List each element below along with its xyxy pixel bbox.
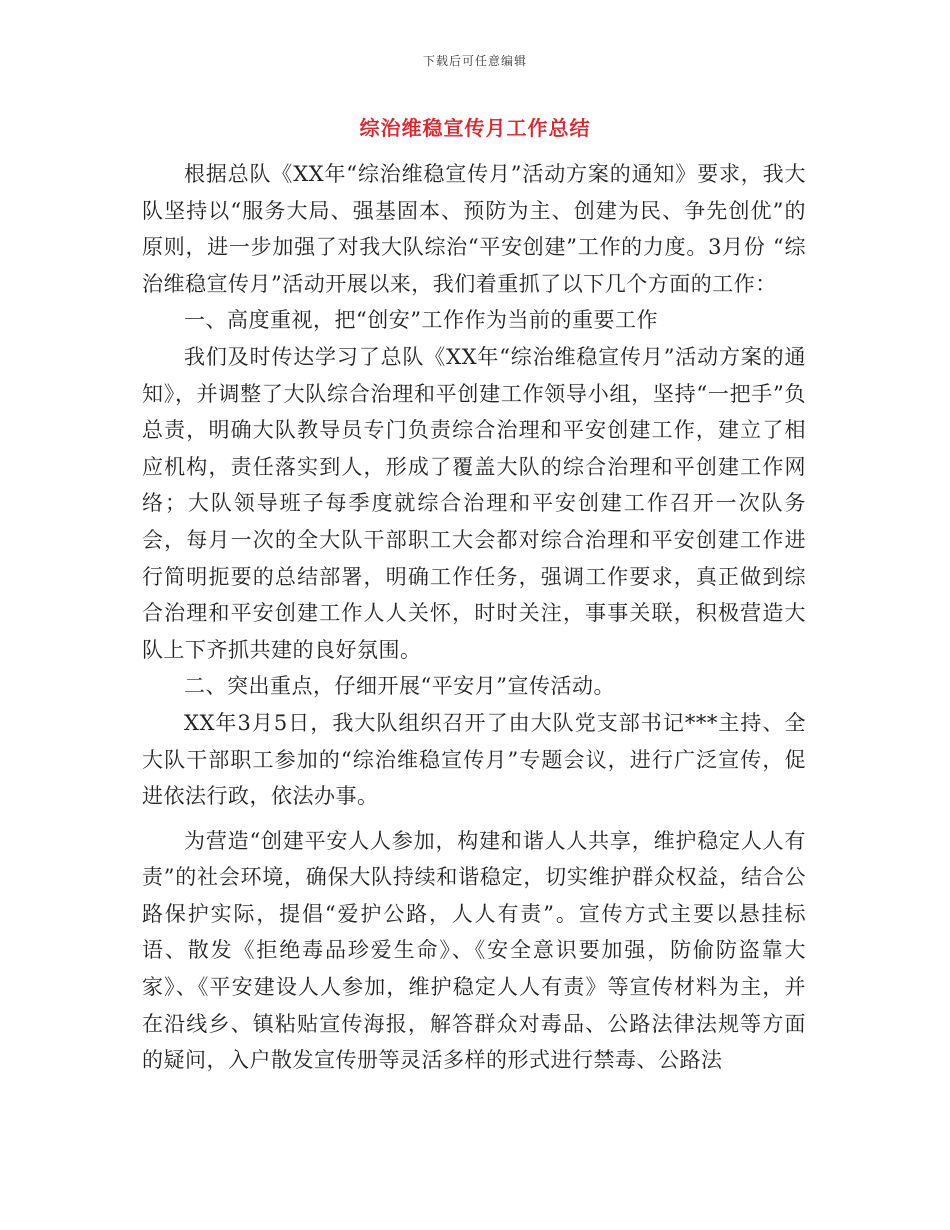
paragraph-intro: 根据总队《XX年“综治维稳宣传月”活动方案的通知》要求，我大队坚持以“服务大局、强基固本、预防为主、创建为民、争先创优”的原则，进一步加强了对我大队综治“平安创建”工作的力度。3月份 “综治维稳宣传月”活动开展以来，我们着重抓了以下几个方面的工作： (142, 162, 806, 296)
document-body (142, 156, 806, 1079)
section-heading-1: 一、高度重视，把“创安”工作作为当前的重要工作 (184, 308, 658, 333)
header-note: 下载后可任意编辑 (422, 54, 527, 68)
section-heading-2: 二、突出重点，仔细开展“平安月”宣传活动。 (184, 674, 615, 699)
paragraph-meeting: XX年3月5日，我大队组织召开了由大队党支部书记***主持、全大队干部职工参加的“综治维稳宣传月”专题会议，进行广泛宣传，促进依法行政，依法办事。 (142, 710, 806, 809)
paragraph-section-1: 我们及时传达学习了总队《XX年“综治维稳宣传月”活动方案的通知》，并调整了大队综合治理和平创建工作领导小组，坚持“一把手”负总责，明确大队教导员专门负责综合治理和平安创建工作，建立了相应机构，责任落实到人，形成了覆盖大队的综合治理和平创建工作网络；大队领导班子每季度就综合治理和平安创建工作召开一次队务会，每月一次的全大队干部职工大会都对综合治理和平安创建工作进行简明扼要的总结部署，明确工作任务，强调工作要求，真正做到综合治理和平安创建工作人人关怀，时时关注，事事关联，积极营造大队上下齐抓共建的良好氛围。 (142, 344, 806, 662)
paragraph-publicity: 为营造“创建平安人人参加，构建和谐人人共享，维护稳定人人有责”的社会环境，确保大队持续和谐稳定，切实维护群众权益，结合公路保护实际，提倡“爱护公路，人人有责”。宣传方式主要以悬挂标语、散发《拒绝毒品珍爱生命》、《安全意识要加强，防偷防盗靠大家》、《平安建设人人参加，维护稳定人人有责》等宣传材料为主，并在沿线乡、镇粘贴宣传海报，解答群众对毒品、公路法律法规等方面的疑问，入户散发宣传册等灵活多样的形式进行禁毒、公路法 (142, 828, 806, 1073)
document-title: 综治维稳宣传月工作总结 (359, 116, 591, 140)
